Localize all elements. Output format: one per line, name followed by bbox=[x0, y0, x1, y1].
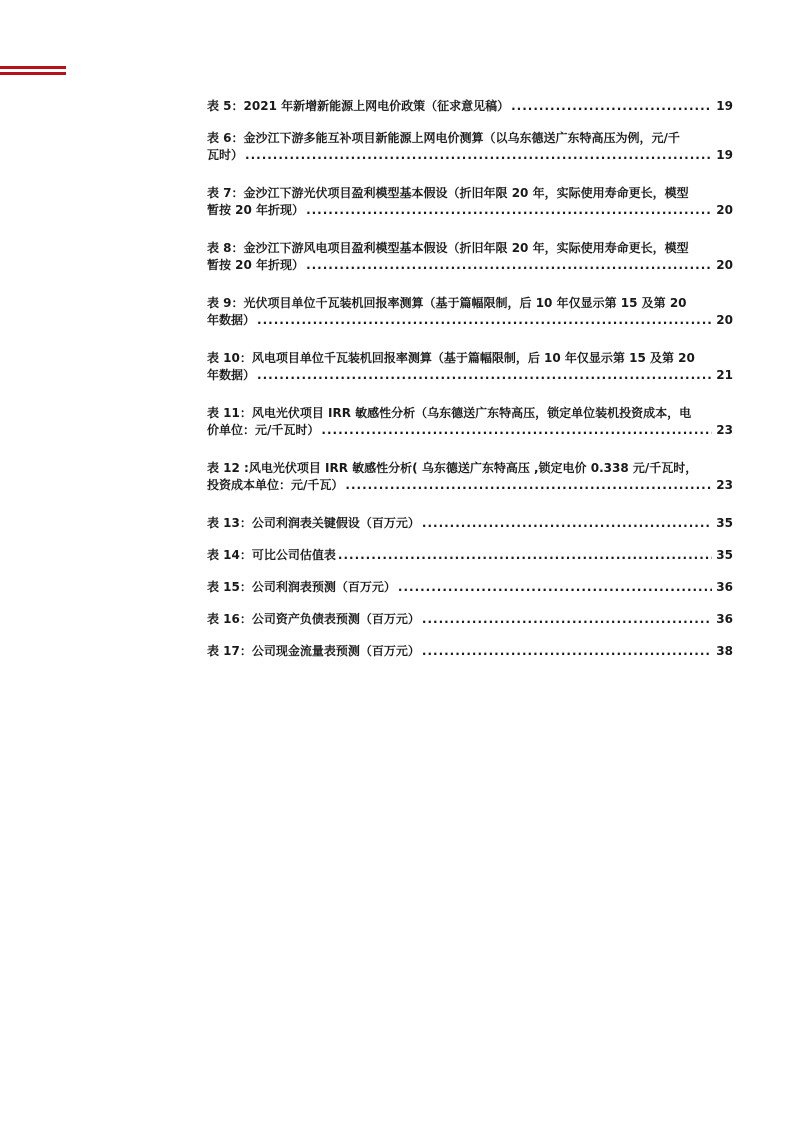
toc-page-number: 36 bbox=[716, 612, 733, 626]
table-of-contents bbox=[207, 98, 733, 660]
dot-leader bbox=[245, 147, 712, 164]
toc-entry-title: 表 17：公司现金流量表预测（百万元） bbox=[207, 644, 420, 658]
dot-leader bbox=[511, 98, 712, 115]
toc-page-number: 20 bbox=[716, 258, 733, 272]
toc-page-number: 19 bbox=[716, 99, 733, 113]
toc-entry-table-7[interactable] bbox=[207, 185, 733, 221]
dot-leader bbox=[321, 422, 712, 439]
header-accent-bar-bottom bbox=[0, 72, 66, 75]
toc-page-number: 19 bbox=[716, 148, 733, 162]
dot-leader bbox=[257, 367, 712, 384]
toc-entry-title-continued: 暂按 20 年折现） bbox=[207, 203, 305, 217]
toc-page-number: 23 bbox=[716, 423, 733, 437]
toc-page-number: 21 bbox=[716, 368, 733, 382]
dot-leader bbox=[257, 312, 712, 329]
dot-leader bbox=[345, 477, 712, 494]
toc-entry-title-continued: 瓦时） bbox=[207, 148, 244, 162]
toc-entry-table-6[interactable] bbox=[207, 130, 733, 166]
toc-entry-title: 表 15：公司利润表预测（百万元） bbox=[207, 580, 396, 594]
toc-entry-table-11[interactable] bbox=[207, 405, 733, 441]
toc-entry-title: 表 12 :风电光伏项目 IRR 敏感性分析( 乌东德送广东特高压 ,锁定电价 0.338 元/千瓦时， bbox=[207, 461, 698, 475]
toc-page-number: 35 bbox=[716, 516, 733, 530]
toc-entry-title: 表 9：光伏项目单位千瓦装机回报率测算（基于篇幅限制，后 10 年仅显示第 15 及第 20 bbox=[207, 296, 687, 310]
toc-entry-title: 表 5：2021 年新增新能源上网电价政策（征求意见稿） bbox=[207, 99, 510, 113]
header-accent-bar-top bbox=[0, 66, 66, 69]
dot-leader bbox=[306, 257, 712, 274]
dot-leader bbox=[422, 515, 712, 532]
toc-entry-table-10[interactable] bbox=[207, 350, 733, 386]
dot-leader bbox=[422, 643, 712, 660]
toc-entry-table-5[interactable] bbox=[207, 98, 733, 115]
toc-entry-table-9[interactable] bbox=[207, 295, 733, 331]
toc-entry-title: 表 6：金沙江下游多能互补项目新能源上网电价测算（以乌东德送广东特高压为例，元/千 bbox=[207, 131, 680, 145]
toc-entry-title: 表 11：风电光伏项目 IRR 敏感性分析（乌东德送广东特高压，锁定单位装机投资成本，电 bbox=[207, 406, 692, 420]
toc-entry-table-15[interactable] bbox=[207, 579, 733, 596]
toc-entry-title-continued: 年数据） bbox=[207, 368, 256, 382]
toc-entry-title-continued: 价单位：元/千瓦时） bbox=[207, 423, 320, 437]
toc-page-number: 20 bbox=[716, 313, 733, 327]
toc-entry-title-continued: 年数据） bbox=[207, 313, 256, 327]
toc-entry-title: 表 8：金沙江下游风电项目盈利模型基本假设（折旧年限 20 年，实际使用寿命更长，模型 bbox=[207, 241, 689, 255]
toc-entry-table-12[interactable] bbox=[207, 460, 733, 496]
dot-leader bbox=[422, 611, 712, 628]
toc-entry-title: 表 7：金沙江下游光伏项目盈利模型基本假设（折旧年限 20 年，实际使用寿命更长，模型 bbox=[207, 186, 689, 200]
toc-entry-title: 表 14：可比公司估值表 bbox=[207, 548, 336, 562]
toc-entry-table-13[interactable] bbox=[207, 515, 733, 532]
toc-entry-title-continued: 暂按 20 年折现） bbox=[207, 258, 305, 272]
dot-leader bbox=[306, 202, 712, 219]
toc-page-number: 23 bbox=[716, 478, 733, 492]
toc-entry-table-17[interactable] bbox=[207, 643, 733, 660]
toc-page-number: 35 bbox=[716, 548, 733, 562]
dot-leader bbox=[398, 579, 712, 596]
toc-entry-table-8[interactable] bbox=[207, 240, 733, 276]
toc-entry-title: 表 16：公司资产负债表预测（百万元） bbox=[207, 612, 420, 626]
dot-leader bbox=[338, 547, 712, 564]
toc-entry-title: 表 13：公司利润表关键假设（百万元） bbox=[207, 516, 420, 530]
toc-entry-title-continued: 投资成本单位：元/千瓦） bbox=[207, 478, 344, 492]
toc-entry-table-16[interactable] bbox=[207, 611, 733, 628]
toc-page-number: 20 bbox=[716, 203, 733, 217]
toc-entry-table-14[interactable] bbox=[207, 547, 733, 564]
toc-entry-title: 表 10：风电项目单位千瓦装机回报率测算（基于篇幅限制，后 10 年仅显示第 15 及第 20 bbox=[207, 351, 695, 365]
toc-page-number: 36 bbox=[716, 580, 733, 594]
toc-page-number: 38 bbox=[716, 644, 733, 658]
